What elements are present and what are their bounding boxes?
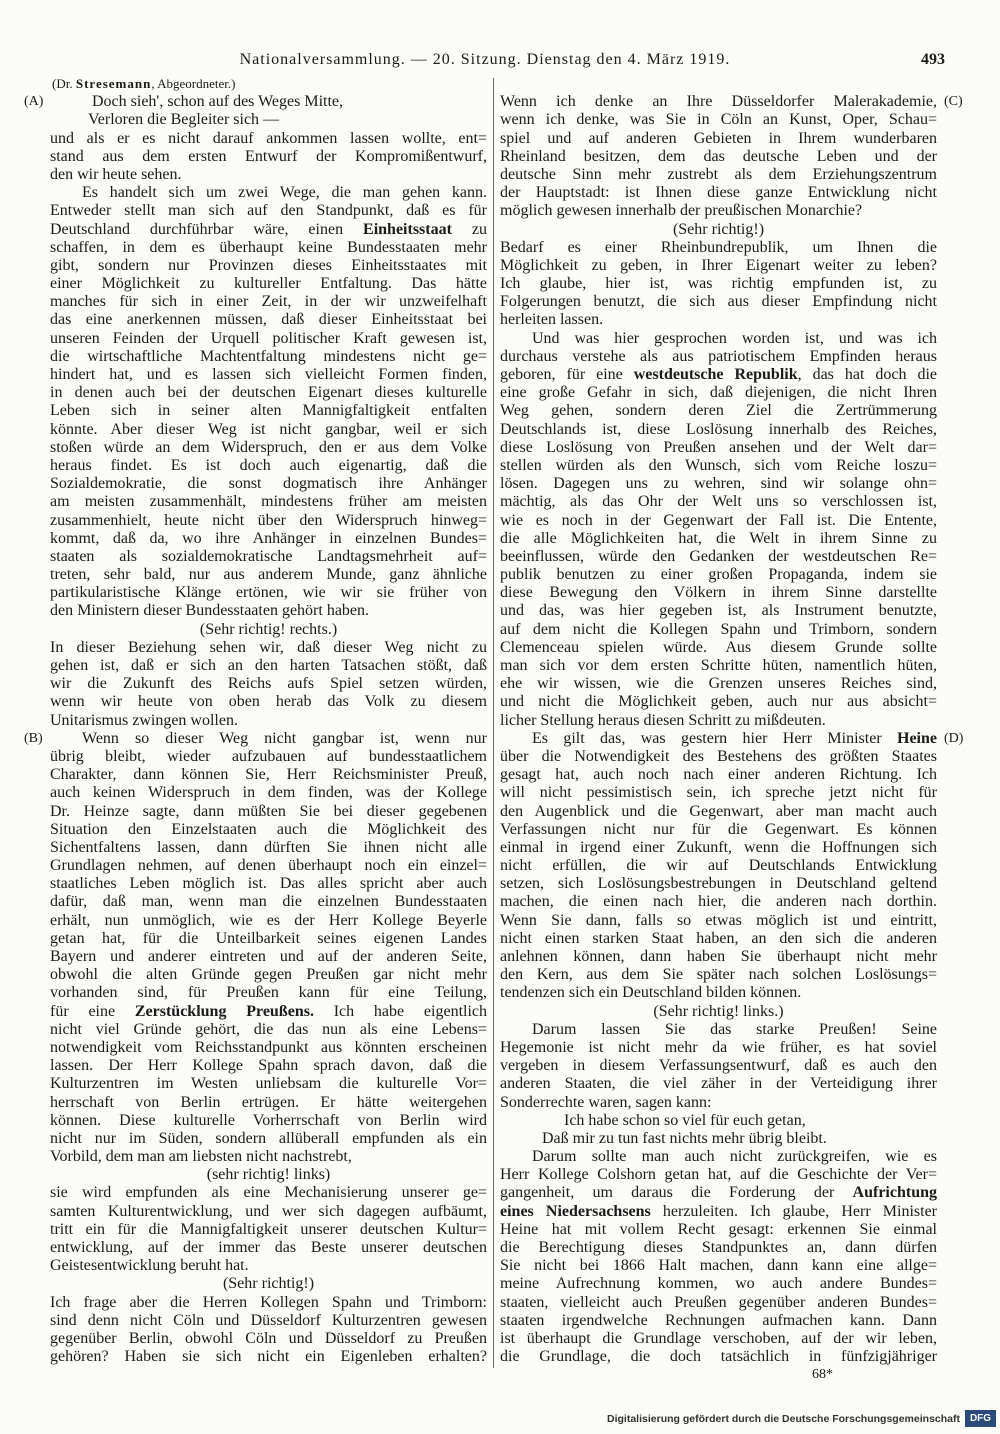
text-line bbox=[500, 1203, 937, 1221]
text-line: herrschaft von Berlin ertrügen. Er hätte weitergehen bbox=[50, 1093, 487, 1111]
text-line: setzen, sich Loslösungsbestrebungen in Deutschland geltend bbox=[500, 875, 937, 893]
text-line: und das, was hier gegeben ist, als Instrument benutzte, bbox=[500, 602, 937, 620]
paragraph-block bbox=[50, 184, 487, 621]
text-line: einer Möglichkeit zu kultureller Entfaltung. Das hätte bbox=[50, 275, 487, 293]
column-divider bbox=[493, 78, 494, 1368]
text-line: gegenüber Berlin, obwohl Cöln und Düsseldorf zu Preußen bbox=[50, 1329, 487, 1347]
text-line: den wir heute sehen. bbox=[50, 165, 182, 183]
text-line: sie wird empfunden als eine Mechanisierung unserer ge= bbox=[50, 1184, 487, 1202]
text-line: herleiten lassen. bbox=[500, 311, 604, 329]
text-line: Charakter, dann können Sie, Herr Reichsminister Preuß, bbox=[50, 766, 487, 784]
interjection-block bbox=[50, 1166, 487, 1184]
text-segment: , das hat doch die bbox=[797, 366, 937, 383]
text-line: Deutschlands ist, diese Loslösung innerhalb des Reiches, bbox=[500, 420, 937, 438]
text-line: Unitarismus zwingen wollen. bbox=[50, 711, 238, 729]
text-line: will nicht pessimistisch sein, ich spreche jetzt nicht für bbox=[500, 784, 937, 802]
text-line: unseren Feinden der Urquell politischer Kraft gewesen ist, bbox=[50, 329, 487, 347]
text-line: licher Stellung heraus diesen Schritt zu mißdeuten. bbox=[500, 711, 826, 729]
text-segment: (Dr. bbox=[52, 76, 76, 91]
emphasis-text: Stresemann bbox=[75, 76, 152, 91]
text-line: heraus findet. Es ist doch auch eigenartig, daß die bbox=[50, 456, 487, 474]
text-line: Wenn ich denke an Ihre Düsseldorfer Malerakademie, bbox=[500, 93, 937, 111]
text-line: und als er es nicht darauf ankommen lassen wollte, ent= bbox=[50, 129, 487, 147]
text-line bbox=[500, 1184, 937, 1202]
text-line: diese Loslösung von Preußen ansehen und der Welt dar= bbox=[500, 438, 937, 456]
paragraph-block bbox=[50, 639, 487, 730]
text-line: den Ministern dieser Bundesstaaten gehört haben. bbox=[50, 602, 370, 620]
text-line: stoßen würde an dem Widerspruch, den er aus dem Volke bbox=[50, 438, 487, 456]
text-line: die Grundlage, die doch tatsächlich in fünfzigjähriger bbox=[500, 1348, 937, 1366]
margin-marker-b: (B) bbox=[24, 731, 43, 747]
text-line: obwohl die alten Gründe gegen Preußen gar nicht mehr bbox=[50, 966, 487, 984]
text-line: wie es noch in der Gegenwart der Fall ist. Die Entente, bbox=[500, 511, 937, 529]
page-number: 493 bbox=[921, 51, 945, 68]
text-line: diese Bewegung den Völkern in ihrem Sinne darstellte bbox=[500, 584, 937, 602]
text-line: über die Notwendigkeit des Bestehens des größten Staates bbox=[500, 747, 937, 765]
text-line: Weg gehen, sondern deren Ziel die Zertrümmerung bbox=[500, 402, 937, 420]
text-line: lassen. Der Herr Kollege Spahn sprach davon, daß die bbox=[50, 1057, 487, 1075]
text-segment: herzuleiten. Ich glaube, Herr Minister bbox=[650, 1202, 937, 1220]
text-line: gibt, sondern nur Provinzen dieses Einheitsstaates mit bbox=[50, 256, 487, 274]
emphasis-text: Heine bbox=[897, 729, 937, 747]
paragraph-block bbox=[500, 330, 937, 730]
text-line: Ich glaube, hier ist, was richtig empfunden ist, zu bbox=[500, 275, 937, 293]
text-segment: für eine bbox=[50, 1002, 135, 1020]
text-line: Möglichkeit zu geben, in Ihrer Eigenart weiter zu leben? bbox=[500, 256, 937, 274]
text-line: man sich vor dem ersten Schritte hüten, namentlich hüten, bbox=[500, 657, 937, 674]
text-line: Ich habe schon so viel für euch getan, bbox=[564, 1111, 806, 1129]
text-line: staaten irgendwelche Rechnungen aufmachen kann. Dann bbox=[500, 1311, 937, 1329]
paragraph-block bbox=[50, 130, 487, 185]
text-line: (sehr richtig! links) bbox=[206, 1166, 331, 1184]
text-line: wenn ich denke, was Sie in Cöln an Kunst, Oper, Schau= bbox=[500, 111, 937, 129]
text-line: ist überhaupt die Grundlage verschoben, auf der wir leben, bbox=[500, 1329, 937, 1347]
text-line: Daß mir zu tun fast nichts mehr übrig bleibt. bbox=[542, 1129, 827, 1147]
text-line: Leben sich in seiner alten Mannigfaltigkeit entfalten bbox=[50, 402, 487, 420]
text-line: auf dem nicht die Kollegen Spahn und Trimborn, sondern bbox=[500, 620, 937, 638]
text-line: staaten, vielleicht auch Preußen gegenüber anderen Bundes= bbox=[500, 1293, 937, 1311]
text-line: machen, die einen nach hier, die anderen nach dorthin. bbox=[500, 893, 937, 911]
interjection-block bbox=[50, 1275, 487, 1293]
text-line: deutsche Sinn mehr zustrebt als dem Erziehungszentrum bbox=[500, 165, 937, 183]
paragraph-block bbox=[500, 1148, 937, 1366]
text-line: Sonderrechte waren, sagen kann: bbox=[500, 1093, 712, 1111]
text-line: schaffen, in dem es überhaupt keine Bundesstaaten mehr bbox=[50, 238, 487, 256]
text-line: Heine hat mit vollem Recht gesagt: erkennen Sie einmal bbox=[500, 1220, 937, 1238]
text-line: hindert hat, und es lassen sich vielleicht Formen finden, bbox=[50, 366, 487, 383]
text-segment: Ich habe eigentlich bbox=[313, 1002, 487, 1020]
text-line bbox=[50, 221, 487, 239]
margin-marker-d: (D) bbox=[944, 731, 964, 747]
text-line: Vorbild, dem man am liebsten nicht nachstrebt, bbox=[50, 1148, 352, 1166]
text-line: einmal in irgend einer Zukunft, wenn die Hoffnungen sich bbox=[500, 838, 937, 856]
paragraph-block bbox=[50, 1294, 487, 1367]
text-segment: gangenheit, um daraus die Forderung der bbox=[500, 1184, 853, 1202]
text-line: Grundlagen nehmen, auf denen überhaupt noch ein einzel= bbox=[50, 857, 487, 875]
interjection-block bbox=[50, 621, 487, 639]
text-segment: , Abgeordneter.) bbox=[151, 76, 236, 91]
text-line: das eine anerkennen müssen, daß dieser Einheitsstaat bei bbox=[50, 311, 487, 329]
text-line: notwendigkeit vom Reichsstandpunkt aus könnten erscheinen bbox=[50, 1038, 487, 1056]
text-segment: geboren, für eine bbox=[500, 366, 634, 383]
text-line: Wenn Sie dann, falls so etwas möglich ist und eintritt, bbox=[500, 911, 937, 929]
text-line: übrig bleibt, wieder aufzubauen auf bundesstaatlichem bbox=[50, 747, 487, 765]
interjection-block bbox=[500, 221, 937, 239]
text-line: Sie nicht bei 1866 Halt machen, dann kann eine allge= bbox=[500, 1257, 937, 1275]
text-line: In dieser Beziehung sehen wir, daß dieser Weg nicht zu bbox=[50, 638, 487, 656]
paragraph-block bbox=[500, 1021, 937, 1112]
emphasis-text: eines Niedersachsens bbox=[500, 1202, 651, 1220]
text-line: vergeben in diesem Verfassungsentwurf, daß es auch den bbox=[500, 1057, 937, 1075]
text-line: publik benutzen zu einer großen Propaganda, indem sie bbox=[500, 566, 937, 584]
speaker-block bbox=[50, 75, 487, 93]
text-line: tendenzen sich ein Deutschland bilden können. bbox=[500, 984, 802, 1002]
text-line: Entweder stellt man sich auf den Standpunkt, daß es für bbox=[50, 202, 487, 220]
text-line: erhält, nun unmöglich, wie es der Herr Kollege Beyerle bbox=[50, 911, 487, 929]
text-line: können. Diese kulturelle Vorherrschaft von Berlin wird bbox=[50, 1111, 487, 1129]
text-line bbox=[50, 75, 487, 93]
text-line: Und was hier gesprochen worden ist, und was ich bbox=[532, 329, 937, 347]
text-line: Situation den Einzelstaaten auch die Möglichkeit des bbox=[50, 820, 487, 838]
text-line: nicht einen starken Staat haben, an den sich die anderen bbox=[500, 929, 937, 947]
text-line: (Sehr richtig!) bbox=[672, 220, 765, 238]
text-line: den Augenblick und die Gegenwart, aber man macht auch bbox=[500, 802, 937, 820]
running-head: Nationalversammlung. — 20. Sitzung. Dienstag den 4. März 1919. bbox=[239, 51, 731, 68]
sheet-signature: 68* bbox=[812, 1367, 833, 1382]
text-line bbox=[50, 1003, 487, 1021]
text-line: Rheinland besitzen, dem das deutsche Leben und der bbox=[500, 147, 937, 165]
text-line: Kulturzentren im Westen unliebsam die kulturelle Vor= bbox=[50, 1075, 487, 1093]
emphasis-text: Einheitsstaat bbox=[363, 220, 452, 238]
text-line: möglich gewesen innerhalb der preußischen Monarchie? bbox=[500, 202, 863, 220]
text-line: Darum sollte man auch nicht zurückgreifen, wie es bbox=[532, 1148, 937, 1166]
text-line: entwicklung, auf der immer das Beste unserer deutschen bbox=[50, 1239, 487, 1256]
text-line: stellen würden als den Wunsch, sich vom Reiche loszu= bbox=[500, 456, 937, 474]
text-line: vorhanden sind, für Preußen kann für eine Teilung, bbox=[50, 984, 487, 1002]
text-line: zusammenhielt, heute nicht über den Widerspruch hinweg= bbox=[50, 511, 487, 529]
text-line: partikularistische Klänge ertönen, wie wir sie früher von bbox=[50, 584, 487, 602]
text-line: Geistesentwicklung beruht hat. bbox=[50, 1257, 249, 1275]
text-line: staaten als sozialdemokratische Landtagsmehrheit auf= bbox=[50, 547, 487, 565]
text-line: wir die Zukunft des Reichs aufs Spiel setzen würden, bbox=[50, 675, 487, 693]
text-line: (Sehr richtig! links.) bbox=[653, 1002, 784, 1020]
text-segment: Deutschland durchführbar wäre, einen bbox=[50, 220, 364, 238]
text-line: Es handelt sich um zwei Wege, die man gehen kann. bbox=[82, 184, 487, 202]
paragraph-block bbox=[500, 93, 937, 220]
text-line: Bedarf es einer Rheinbundrepublik, um Ihnen die bbox=[500, 238, 937, 256]
paragraph-block bbox=[50, 730, 487, 1167]
text-line: in denen auch bei der deutschen Eigenart dieses kulturelle bbox=[50, 384, 487, 402]
paragraph-block bbox=[500, 730, 937, 1003]
text-line: gehören? Haben sie sich nicht ein Eigenleben erhalten? bbox=[50, 1348, 487, 1366]
text-line: Bayern und anderer eintreten und auf der anderen Seite, bbox=[50, 948, 487, 965]
text-line: am meisten zusammenhält, mindestens früher am meisten bbox=[50, 493, 487, 511]
text-line bbox=[500, 730, 937, 748]
text-segment: Es gilt das, was gestern hier Herr Minister bbox=[532, 729, 897, 747]
emphasis-text: Aufrichtung bbox=[852, 1184, 937, 1202]
text-line: Wenn so dieser Weg nicht gangbar ist, wenn nur bbox=[82, 729, 487, 747]
text-line: (Sehr richtig!) bbox=[222, 1275, 315, 1293]
text-line: die Berechtigung dieses Standpunktes an, dann dürfen bbox=[500, 1239, 937, 1256]
emphasis-text: Zerstücklung Preußens. bbox=[134, 1002, 314, 1020]
text-line: (Sehr richtig! rechts.) bbox=[199, 620, 338, 638]
dfg-logo: DFG bbox=[965, 1410, 996, 1427]
text-line: nicht viel Gründe gehört, die das nun als eine Lebens= bbox=[50, 1020, 487, 1038]
text-line: durchaus verstehe als aus patriotischem Empfinden heraus bbox=[500, 347, 937, 365]
text-line bbox=[500, 366, 937, 384]
text-line: sind denn nicht Cöln und Düsseldorf Kulturzentren gewesen bbox=[50, 1311, 487, 1329]
verse-block bbox=[50, 93, 487, 129]
text-line: Doch sieh', schon auf des Weges Mitte, bbox=[92, 93, 344, 111]
text-line: treten, sehr bald, nur aus anderem Munde, ganz ähnliche bbox=[50, 566, 487, 584]
text-line: tritt ein für die Mannigfaltigkeit unserer deutschen Kultur= bbox=[50, 1220, 487, 1238]
text-line: manches für sich in einer Zeit, in der wir unzweifelhaft bbox=[50, 293, 487, 311]
column-left bbox=[50, 75, 487, 1366]
text-line: Darum lassen Sie das starke Preußen! Seine bbox=[532, 1020, 937, 1038]
margin-marker-a: (A) bbox=[24, 94, 44, 110]
text-line: staatliches Leben möglich ist. Das alles spricht aber auch bbox=[50, 875, 487, 893]
emphasis-text: westdeutsche Republik bbox=[633, 366, 798, 383]
text-line: die alle Möglichkeiten hat, die Welt in ihrem Sinne zu bbox=[500, 529, 937, 547]
text-line: dafür, daß man, wenn man die einzelnen Bundesstaaten bbox=[50, 893, 487, 911]
text-line: Verfassungen nicht nur für die Gegenwart. Es können bbox=[500, 820, 937, 838]
text-line: mächtig, als das Ohr der Welt uns so verschlossen ist, bbox=[500, 493, 937, 511]
margin-marker-c: (C) bbox=[944, 94, 963, 110]
paragraph-block bbox=[500, 239, 937, 330]
text-segment: zu bbox=[451, 220, 487, 238]
text-line: Hegemonie ist nicht mehr da wie früher, es hat soviel bbox=[500, 1038, 937, 1056]
text-line: Folgerungen benutzt, die sich aus dieser Empfindung nicht bbox=[500, 293, 937, 311]
text-line: und nicht die Möglichkeit geben, auch nur aus absicht= bbox=[500, 693, 937, 711]
text-line: den Kern, aus dem Sie später nach solchen Loslösungs= bbox=[500, 966, 937, 984]
interjection-block bbox=[500, 1003, 937, 1021]
text-line: samten Kulturentwicklung, und wer sich dagegen aufbäumt, bbox=[50, 1202, 487, 1220]
text-line: beeinflussen, würde den Gedanken der westdeutschen Re= bbox=[500, 547, 937, 565]
text-line: der Hauptstadt: ist Ihnen diese ganze Entwicklung nicht bbox=[500, 184, 937, 202]
text-line: nicht nur im Süden, sondern allüberall empfunden als ein bbox=[50, 1129, 487, 1147]
text-line: die wirtschaftliche Machtentfaltung mindestens nicht ge= bbox=[50, 347, 487, 365]
text-line: nicht erfüllen, die wir auf Deutschlands Entwicklung bbox=[500, 857, 937, 875]
text-line: eine große Gefahr in sich, daß diejenigen, die nicht Ihren bbox=[500, 384, 937, 402]
text-line: gesagt hat, auch noch nach einer anderen Richtung. Ich bbox=[500, 766, 937, 784]
text-line: auch keinen Widerspruch in dem finden, was der Kollege bbox=[50, 784, 487, 802]
text-line: ehe wir wissen, wie die Grenzen unseres Reiches sind, bbox=[500, 675, 937, 693]
text-line: lösen. Dagegen uns zu wehren, sind wir solange ohn= bbox=[500, 475, 937, 493]
text-line: Sozialdemokratie, die sonst dogmatisch ihre Anhänger bbox=[50, 475, 487, 493]
text-line: gehen ist, daß er sich an den harten Tatsachen stößt, daß bbox=[50, 657, 487, 674]
paragraph-block bbox=[50, 1184, 487, 1275]
text-line: Sichentfaltens lassen, dann dürften Sie ihnen nicht alle bbox=[50, 838, 487, 856]
text-line: getan hat, für die Unteilbarkeit seines eigenen Landes bbox=[50, 929, 487, 947]
text-line: kommt, daß da, wo ihre Anhänger in einzelnen Bundes= bbox=[50, 529, 487, 547]
verse-block bbox=[500, 1112, 937, 1148]
text-line: stand aus dem ersten Entwurf der Kompromißentwurf, bbox=[50, 147, 487, 165]
text-line: Clemenceau spielen würde. Aus diesem Grunde sollte bbox=[500, 638, 937, 656]
text-line: Herr Kollege Colshorn getan hat, auf die Geschichte der Ver= bbox=[500, 1166, 937, 1184]
text-line: Dr. Heinze sagte, dann müßten Sie bei dieser gegebenen bbox=[50, 802, 487, 820]
text-line: meine Aufrechnung kommen, wo auch andere Bundes= bbox=[500, 1275, 937, 1293]
text-line: anderen Staaten, die viel zäher in der Verteidigung ihrer bbox=[500, 1075, 937, 1093]
text-line: könnte. Aber dieser Weg ist nicht gangbar, weil er sich bbox=[50, 420, 487, 438]
text-line: wenn wir heute von oben herab das Volk zu diesem bbox=[50, 693, 487, 711]
text-line: spiel und auf anderen Gebieten in Ihrem wunderbaren bbox=[500, 129, 937, 147]
digitization-credit: Digitalisierung gefördert durch die Deutsche Forschungsgemeinschaft bbox=[607, 1413, 960, 1425]
text-line: Ich frage aber die Herren Kollegen Spahn und Trimborn: bbox=[50, 1293, 487, 1311]
text-line: anlehnen können, dann haben Sie überhaupt nicht mehr bbox=[500, 948, 937, 965]
text-line: Verloren die Begleiter sich — bbox=[88, 111, 280, 129]
column-right bbox=[500, 93, 937, 1366]
